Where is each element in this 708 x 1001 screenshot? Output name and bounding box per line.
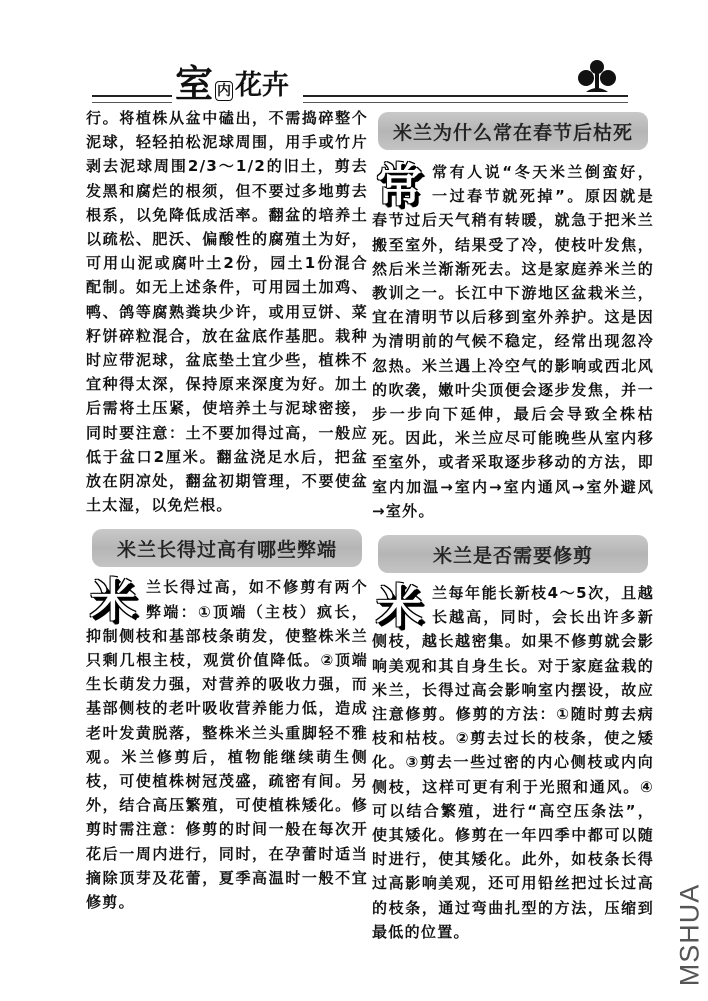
header-rule-left: [92, 95, 172, 103]
page-header: [0, 0, 708, 110]
club-tree-icon: [572, 58, 622, 96]
right-column: [372, 106, 654, 944]
column-title: [175, 60, 289, 104]
article-section: [372, 581, 654, 944]
section-heading: 米兰长得过高有哪些弊端: [92, 529, 362, 567]
article-section: [372, 160, 654, 523]
watermark: [670, 880, 708, 990]
title-rest: 花卉: [235, 70, 290, 101]
watermark-text: MSHUA: [674, 883, 705, 987]
section-body: 兰每年能长新枝4～5次，且越长越高，同时，会长出许多新侧枝，越长越密集。如果不修剪就会影响美观和其自身生长。对于家庭盆栽的米兰，长得过高会影响室内摆设，故应注意修剪。修剪的方法：①随时剪去病枝和枯枝。②剪去过长的枝条，使之矮化。③剪去一些过密的内心侧枝或内向侧枝，这样可更有利于光照和通风。④可以结合繁殖，进行“高空压条法”，使其矮化。修剪在一年四季中都可以随时进行，使其矮化。此外，如枝条长得过高影响美观，还可用铅丝把过长过高的枝条，通过弯曲扎型的方法，压缩到最低的位置。: [372, 584, 654, 941]
title-char-big: 室: [175, 62, 214, 106]
section-body: 兰长得过高，如不修剪有两个弊端：①顶端（主枝）疯长，抑制侧枝和基部枝条萌发，使整株米兰只剩几根主枝，观赏价值降低。②顶端生长萌发力强，对营养的吸收力强，而基部侧枝的老叶吸收营养能力低，造成老叶发黄脱落，整株米兰头重脚轻不雅观。米兰修剪后，植物能继续萌生侧枝，可使植株树冠茂盛，疏密有间。另外，结合高压繁殖，可使植株矮化。修剪时需注意：修剪的时间一般在每次开花后一周内进行，同时，在孕蕾时适当摘除顶芽及花蕾，夏季高温时一般不宜修剪。: [86, 578, 368, 912]
article-section: [86, 575, 368, 914]
left-column: [86, 106, 368, 914]
title-char-boxed: 内: [217, 83, 232, 99]
dropcap: 米: [376, 579, 422, 634]
dropcap: 常: [376, 158, 422, 212]
continuation-paragraph: 行。将植株从盆中磕出，不需捣碎整个泥球，轻轻拍松泥球周围，用手或竹片剥去泥球周围2/3～1/2的旧土，剪去发黑和腐烂的根须，但不要过多地剪去根系，以免降低成活率。翻盆的培养土以疏松、肥沃、偏酸性的腐殖土为好，可用山泥或腐叶土2份，园土1份混合配制。如无上述条件，可用园土加鸡、鸭、鸽等腐熟粪块少许，或用豆饼、菜籽饼碎粒混合，放在盆底作基肥。栽种时应带泥球，盆底垫土宜少些，植株不宜种得太深，保持原来深度为好。加土后需将土压紧，使培养土与泥球密接，同时要注意：土不要加得过高，一般应低于盆口2厘米。翻盆浇足水后，把盆放在阴凉处，翻盆初期管理，不要使盆土太湿，以免烂根。: [86, 109, 368, 515]
dropcap: 米: [90, 573, 136, 628]
section-heading: 米兰是否需要修剪: [378, 535, 648, 573]
section-heading: 米兰为什么常在春节后枯死: [378, 112, 648, 150]
header-rule-right: [303, 95, 628, 103]
section-body: 常有人说“冬天米兰倒蛮好，一过春节就死掉”。原因就是春节过后天气稍有转暖，就急于把米兰搬至室外，结果受了冷，使枝叶发焦，然后米兰渐渐死去。这是家庭养米兰的教训之一。长江中下游地区盆栽米兰，宜在清明节以后移到室外养护。这是因为清明前的气候不稳定，经常出现忽冷忽热。米兰遇上冷空气的影响或西北风的吹袭，嫩叶尖顶便会逐步发焦，并一步一步向下延伸，最后会导致全株枯死。因此，米兰应尽可能晚些从室内移至室外，或者采取逐步移动的方法，即室内加温→室内→室内通风→室外避风→室外。: [372, 163, 654, 520]
